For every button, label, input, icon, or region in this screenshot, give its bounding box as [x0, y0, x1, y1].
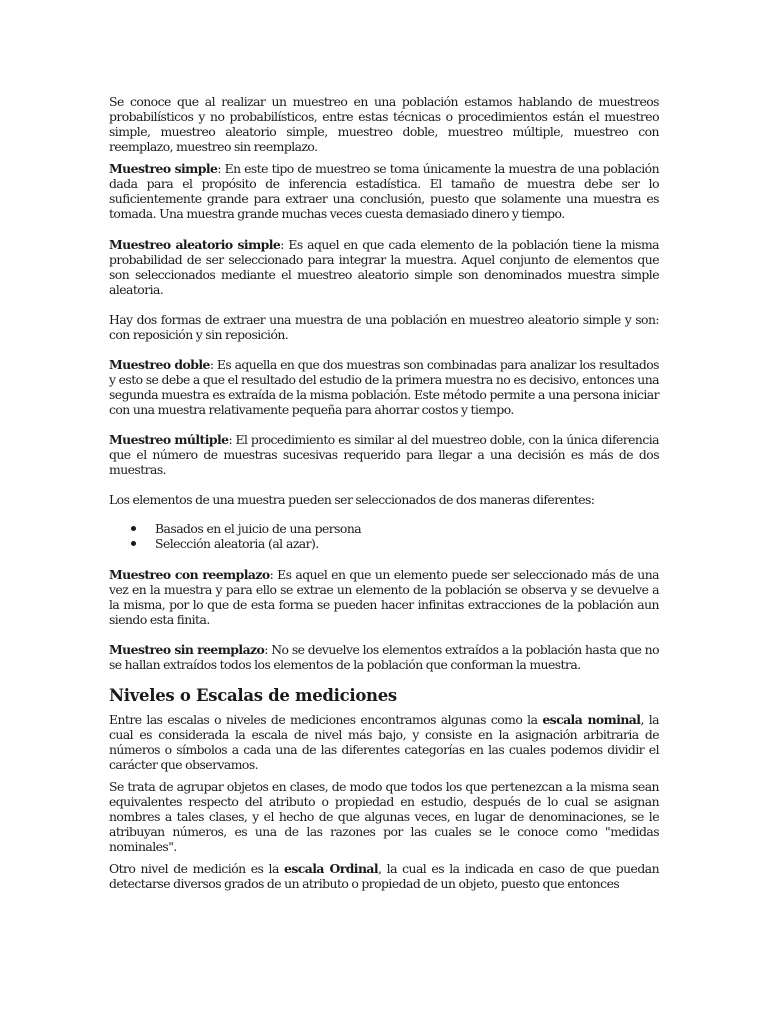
term-escala-nominal: escala nominal — [542, 712, 641, 727]
term-muestreo-multiple: Muestreo múltiple — [109, 432, 229, 447]
text-escala-nominal-post: , la cual es considerada la escala de nivel más bajo, y consiste en la asignación arbitraria de números o símbolos a cada una de las diferentes categorías en las cuales podemos dividir el carácter que observamos. — [109, 712, 659, 772]
term-muestreo-sin-reemplazo: Muestreo sin reemplazo — [109, 642, 265, 657]
document-page — [109, 94, 659, 891]
paragraph-dos-formas: Hay dos formas de extraer una muestra de una población en muestreo aleatorio simple y son: con reposición y sin reposición. — [109, 312, 659, 342]
text-muestreo-con-reemplazo: : Es aquel en que un elemento puede ser seleccionado más de una vez en la muestra y para ello se extrae un elemento de la población se observa y se devuelve a la misma, por lo que de esta forma se pueden hacer infinitas extracciones de la población aun siendo esta finita. — [109, 567, 659, 627]
paragraph-agrupar-objetos: Se trata de agrupar objetos en clases, de modo que todos los que pertenezcan a la misma sean equivalentes respecto del atributo o propiedad en estudio, después de lo cual se asignan nombres a tales clases, y el hecho de que algunas veces, en lugar de denominaciones, se le atribuyan números, es una de las razones por las cuales se le conoce como "medidas nominales". — [109, 779, 659, 854]
paragraph-muestreo-sin-reemplazo — [109, 642, 659, 672]
paragraph-muestreo-multiple — [109, 432, 659, 477]
term-muestreo-con-reemplazo: Muestreo con reemplazo — [109, 567, 270, 582]
text-escala-nominal-pre: Entre las escalas o niveles de mediciones encontramos algunas como la — [109, 712, 543, 727]
text-muestreo-multiple: : El procedimiento es similar al del muestreo doble, con la única diferencia que el número de muestras sucesivas requerido para llegar a una decisión es más de dos muestras. — [109, 432, 659, 477]
term-muestreo-doble: Muestreo doble — [109, 357, 210, 372]
paragraph-muestreo-con-reemplazo — [109, 567, 659, 627]
paragraph-elementos-muestra: Los elementos de una muestra pueden ser seleccionados de dos maneras diferentes: — [109, 492, 595, 507]
paragraph-escala-nominal — [109, 712, 659, 772]
bullet-icon — [131, 526, 136, 531]
list-item — [109, 521, 659, 536]
intro-paragraph: Se conoce que al realizar un muestreo en una población estamos hablando de muestreos probabilísticos y no probabilísticos, entre estas técnicas o procedimientos están el muestreo simple, muestreo aleatorio simple, muestreo doble, muestreo múltiple, muestreo con reemplazo, muestreo sin reemplazo. — [109, 94, 659, 154]
text-muestreo-aleatorio-simple: : Es aquel en que cada elemento de la población tiene la misma probabilidad de ser seleccionado para integrar la muestra. Aquel conjunto de elementos que son seleccionados mediante el muestreo aleatorio simple son denominados muestra simple aleatoria. — [109, 237, 659, 297]
text-escala-ordinal-pre: Otro nivel de medición es la — [109, 861, 285, 876]
bullet-icon — [131, 541, 136, 546]
text-muestreo-simple: : En este tipo de muestreo se toma únicamente la muestra de una población dada para el propósito de inferencia estadística. El tamaño de muestra debe ser lo suficientemente grande para extraer una conclusión, puesto que solamente una muestra es tomada. Una muestra grande muchas veces cuesta demasiado dinero y tiempo. — [109, 161, 659, 221]
section-heading-niveles: Niveles o Escalas de mediciones — [109, 686, 397, 705]
paragraph-muestreo-simple — [109, 161, 659, 221]
text-escala-ordinal-post: , la cual es la indicada en caso de que puedan detectarse diversos grados de un atributo o propiedad de un objeto, puesto que entonces — [109, 861, 659, 891]
list-item — [109, 536, 659, 551]
list-item-text: Basados en el juicio de una persona — [155, 521, 362, 536]
paragraph-muestreo-aleatorio-simple — [109, 237, 659, 297]
text-muestreo-doble: : Es aquella en que dos muestras son combinadas para analizar los resultados y esto se debe a que el resultado del estudio de la primera muestra no es decisivo, entonces una segunda muestra es extraída de la misma población. Este método permite a una persona iniciar con una muestra relativamente pequeña para ahorrar costos y tiempo. — [109, 357, 659, 417]
term-muestreo-simple: Muestreo simple — [109, 161, 218, 176]
term-escala-ordinal: escala Ordinal — [284, 861, 379, 876]
list-item-text: Selección aleatoria (al azar). — [155, 536, 319, 551]
text-muestreo-sin-reemplazo: : No se devuelve los elementos extraídos a la población hasta que no se hallan extraídos todos los elementos de la población que conforman la muestra. — [109, 642, 659, 672]
paragraph-muestreo-doble — [109, 357, 659, 417]
selection-methods-list — [109, 521, 659, 551]
term-muestreo-aleatorio-simple: Muestreo aleatorio simple — [109, 237, 281, 252]
paragraph-escala-ordinal — [109, 861, 659, 891]
